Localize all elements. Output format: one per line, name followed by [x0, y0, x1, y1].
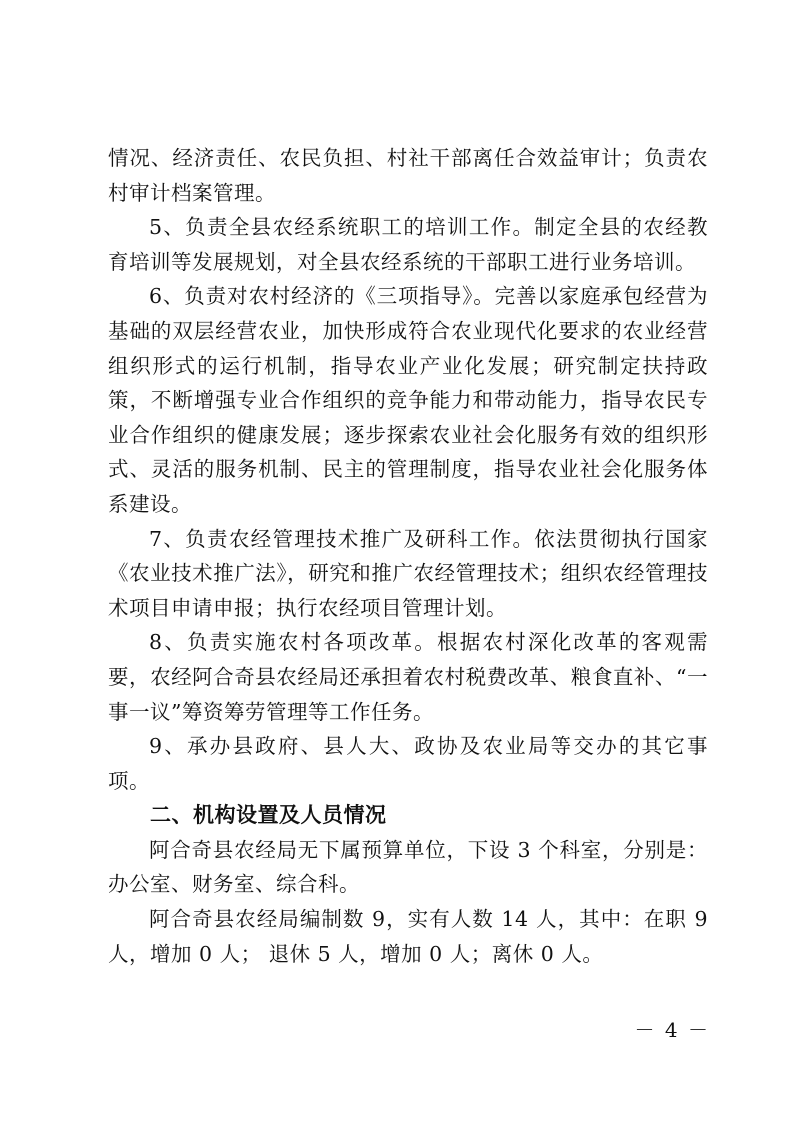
paragraph-item-6: 6、负责对农村经济的《三项指导》。完善以家庭承包经营为基础的双层经营农业，加快形成符合农业现代化要求的农业经营组织形式的运行机制，指导农业产业化发展；研究制定扶持政策，不断增强专业合作组织的竞争能力和带动能力，指导农民专业合作组织的健康发展；逐步探索农业社会化服务有效的组织形式、灵活的服务机制、民主的管理制度，指导农业社会化服务体系建设。 [108, 284, 708, 516]
document-body [108, 141, 708, 971]
paragraph-item-9: 9、承办县政府、县人大、政协及农业局等交办的其它事项。 [108, 734, 708, 793]
paragraph-continued: 情况、经济责任、农民负担、村社干部离任合效益审计；负责农村审计档案管理。 [108, 146, 708, 205]
paragraph-staffing: 阿合奇县农经局编制数 9，实有人数 14 人，其中：在职 9 人，增加 0 人； 退休 5 人，增加 0 人；离休 0 人。 [108, 907, 708, 966]
paragraph-item-7: 7、负责农经管理技术推广及研科工作。依法贯彻执行国家《农业技术推广法》，研究和推广农经管理技术；组织农经管理技术项目申请申报；执行农经项目管理计划。 [108, 526, 708, 620]
paragraph-item-5: 5、负责全县农经系统职工的培训工作。制定全县的农经教育培训等发展规划，对全县农经系统的干部职工进行业务培训。 [108, 215, 708, 274]
paragraph-structure: 阿合奇县农经局无下属预算单位，下设 3 个科室，分别是：办公室、财务室、综合科。 [108, 837, 708, 897]
section-heading: 二、机构设置及人员情况 [150, 803, 387, 828]
paragraph-item-8: 8、负责实施农村各项改革。根据农村深化改革的客观需要，农经阿合奇县农经局还承担着农村税费改革、粮食直补、“一事一议”筹资筹劳管理等工作任务。 [108, 630, 708, 724]
page-number: － 4 － [634, 1018, 710, 1042]
